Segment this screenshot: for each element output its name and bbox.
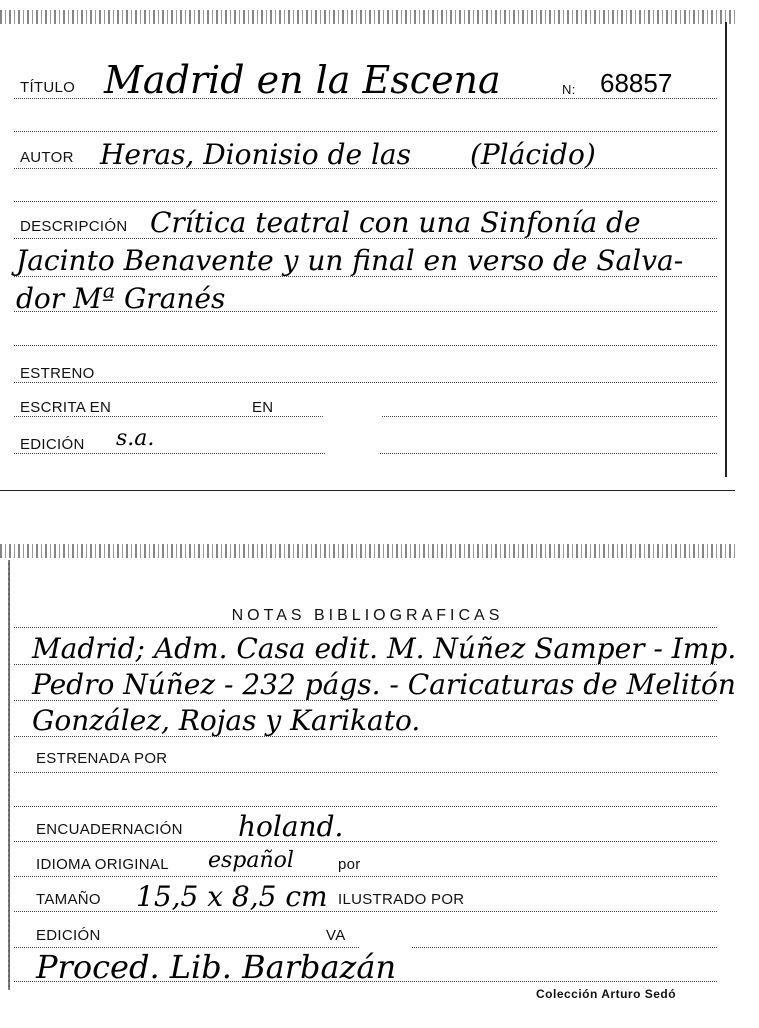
card-border-bottom (0, 490, 735, 491)
encuadernacion-value: holand. (238, 810, 344, 843)
idioma-label: IDIOMA ORIGINAL (36, 856, 173, 873)
ink-blot (322, 392, 382, 428)
titulo-value: Madrid en la Escena (104, 58, 501, 102)
por-label: por (338, 856, 365, 873)
descripcion-line-1: Crítica teatral con una Sinfonía de (150, 206, 641, 239)
escrita-en-label: ESCRITA EN (20, 399, 115, 416)
titulo-label: TÍTULO (20, 79, 79, 96)
notas-line-1: Madrid; Adm. Casa edit. M. Núñez Samper - Imp. (32, 632, 737, 665)
autor-value: Heras, Dionisio de las (100, 138, 411, 171)
descripcion-line-2: Jacinto Benavente y un final en verso de Salva- (16, 244, 684, 277)
catalog-card-main (0, 0, 735, 492)
torn-edge (0, 10, 735, 24)
en-label: EN (252, 399, 277, 416)
rule (14, 382, 717, 383)
rule (14, 841, 717, 842)
edicion-label: EDICIÓN (36, 927, 105, 944)
idioma-value: español (208, 848, 294, 873)
rule (14, 772, 717, 773)
rule (14, 627, 717, 628)
procedencia-value: Proced. Lib. Barbazán (36, 948, 397, 986)
edicion-value: s.a. (116, 426, 155, 451)
numero-value: 68857 (600, 68, 673, 98)
autor-alias: (Plácido) (470, 138, 596, 171)
collection-footer: Colección Arturo Sedó (536, 987, 677, 1001)
notas-heading: NOTAS BIBLIOGRAFICAS (231, 607, 504, 624)
descripcion-label: DESCRIPCIÓN (20, 218, 131, 235)
torn-edge (0, 544, 735, 558)
va-label: VA (326, 927, 350, 944)
rule (14, 345, 717, 346)
autor-label: AUTOR (20, 149, 78, 166)
tamano-label: TAMAÑO (36, 891, 105, 908)
notas-line-2: Pedro Núñez - 232 págs. - Caricaturas de Melitón (32, 668, 736, 701)
rule (14, 876, 717, 877)
estreno-label: ESTRENO (20, 365, 99, 382)
ink-blot (322, 426, 382, 462)
catalog-card-notes (0, 540, 735, 1010)
tamano-value: 15,5 x 8,5 cm (136, 880, 328, 913)
numero-label: N: (562, 82, 580, 97)
descripcion-line-3: dor Mª Granés (16, 282, 226, 315)
estrenada-label: ESTRENADA POR (36, 750, 171, 767)
card-border-right (725, 22, 727, 477)
rule (14, 131, 717, 132)
encuadernacion-label: ENCUADERNACIÓN (36, 821, 187, 838)
rule (14, 201, 717, 202)
notas-line-3: González, Rojas y Karikato. (32, 704, 421, 737)
edicion-label: EDICIÓN (20, 436, 89, 453)
rule (14, 911, 717, 912)
ilustrado-label: ILUSTRADO POR (338, 891, 468, 908)
rule (14, 806, 717, 807)
